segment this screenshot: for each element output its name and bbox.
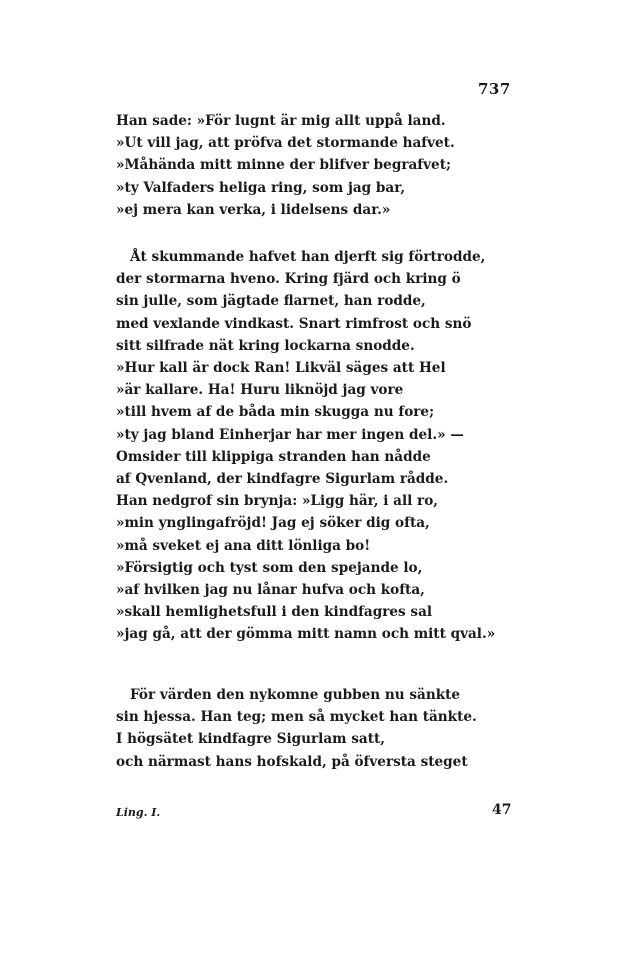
verse-line: »är kallare. Ha! Huru liknöjd jag vore [116,382,404,399]
verse-line: »af hvilken jag nu lånar hufva och kofta, [116,582,425,599]
verse-line: Åt skummande hafvet han djerft sig förtrodde, [130,249,486,265]
verse-line: »ej mera kan verka, i lidelsens dar.» [116,201,391,218]
verse-line: med vexlande vindkast. Snart rimfrost och snö [116,315,472,332]
verse-line: sin hjessa. Han teg; men så mycket han tänkte. [116,709,477,726]
page-number: 737 [478,80,511,98]
sheet-number: 47 [492,802,512,818]
verse-line: »till hvem af de båda min skugga nu fore; [116,404,435,421]
verse-line: Omsider till klippiga stranden han nådde [116,448,431,465]
verse-line: Han sade: »För lugnt är mig allt uppå land. [116,113,446,129]
verse-line: Han nedgrof sin brynja: »Ligg här, i all ro, [116,493,438,510]
verse-line: »ty Valfaders heliga ring, som jag bar, [116,179,406,196]
verse-line: I högsätet kindfagre Sigurlam satt, [116,731,385,748]
verse-line: »Ut vill jag, att pröfva det stormande hafvet. [116,135,455,152]
verse-line: och närmast hans hofskald, på öfversta steget [116,753,468,770]
verse-line: der stormarna hveno. Kring fjärd och kring ö [116,271,461,288]
stanza-1 [116,110,455,221]
verse-line: »Hur kall är dock Ran! Likväl säges att Hel [116,360,446,377]
verse-line: »Försigtig och tyst som den spejande lo, [116,559,423,576]
verse-line: sitt silfrade nät kring lockarna snodde. [116,337,415,354]
verse-line: sin julle, som jägtade flarnet, han rodde, [116,293,426,310]
verse-line: För värden den nykomne gubben nu sänkte [130,687,461,703]
verse-line: »min ynglingafröjd! Jag ej söker dig ofta, [116,515,430,532]
signature-mark: Ling. I. [116,806,161,819]
stanza-2 [116,246,495,646]
verse-line: »må sveket ej ana ditt lönliga bo! [116,537,371,554]
verse-line: »skall hemlighetsfull i den kindfagres sal [116,604,433,621]
verse-line: »ty jag bland Einherjar har mer ingen del.» — [116,426,464,443]
verse-line: »Måhända mitt minne der blifver begrafvet; [116,157,451,174]
verse-line: af Qvenland, der kindfagre Sigurlam rådde. [116,471,449,488]
stanza-3 [116,684,477,773]
verse-line: »jag gå, att der gömma mitt namn och mitt qval.» [116,626,496,643]
